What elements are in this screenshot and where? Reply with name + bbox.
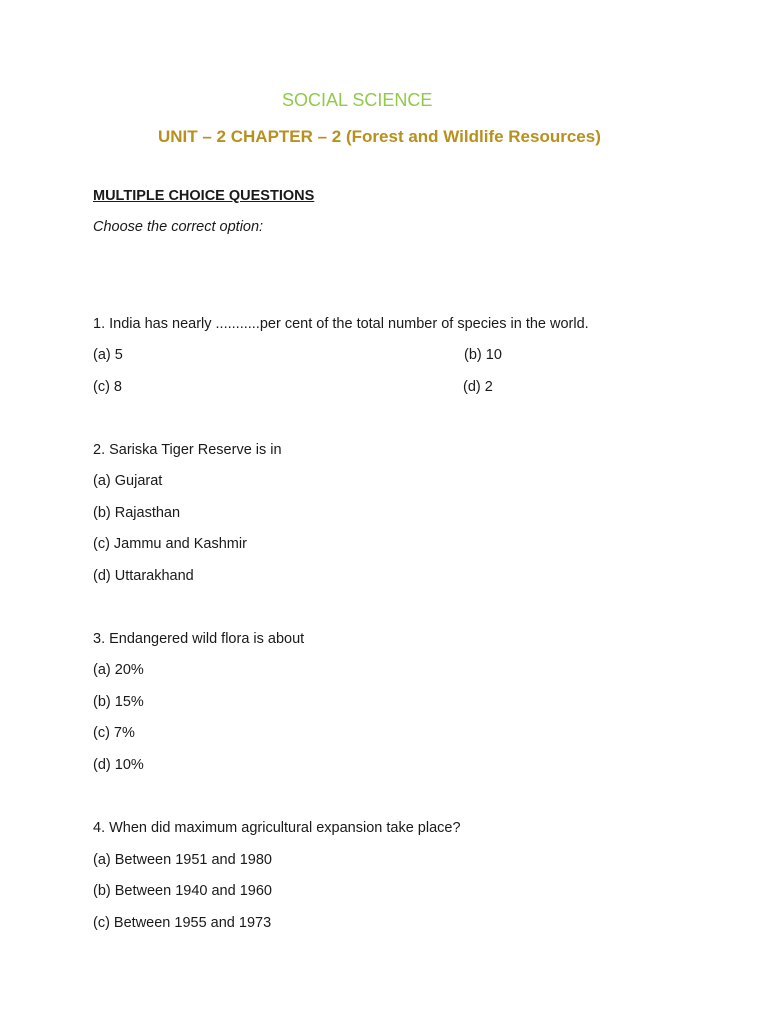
page-title: SOCIAL SCIENCE (282, 90, 433, 110)
question-3-text: 3. Endangered wild flora is about (93, 631, 305, 647)
question-4-option-c: (c) Between 1955 and 1973 (93, 915, 272, 931)
question-1-option-a: (a) 5 (93, 347, 123, 363)
question-2-text: 2. Sariska Tiger Reserve is in (93, 442, 282, 458)
question-1-text: 1. India has nearly ...........per cent of the total number of species in the world. (93, 316, 589, 332)
question-2-option-b: (b) Rajasthan (93, 505, 181, 521)
question-3-option-c: (c) 7% (93, 725, 135, 741)
question-2-option-d: (d) Uttarakhand (93, 568, 194, 584)
question-3-option-a: (a) 20% (93, 662, 144, 678)
chapter-subtitle: UNIT – 2 CHAPTER – 2 (Forest and Wildlife Resources) (158, 127, 601, 146)
question-2-option-c: (c) Jammu and Kashmir (93, 536, 247, 552)
question-4-text: 4. When did maximum agricultural expansion take place? (93, 820, 461, 836)
instruction-text: Choose the correct option: (93, 219, 264, 235)
question-1-option-b: (b) 10 (464, 347, 502, 363)
question-2-option-a: (a) Gujarat (93, 473, 163, 489)
section-heading: MULTIPLE CHOICE QUESTIONS (93, 188, 315, 204)
question-1-option-d: (d) 2 (463, 379, 493, 395)
question-3-option-b: (b) 15% (93, 694, 144, 710)
question-4-option-a: (a) Between 1951 and 1980 (93, 852, 272, 868)
question-1-option-c: (c) 8 (93, 379, 122, 395)
question-4-option-b: (b) Between 1940 and 1960 (93, 883, 272, 899)
question-3-option-d: (d) 10% (93, 757, 144, 773)
